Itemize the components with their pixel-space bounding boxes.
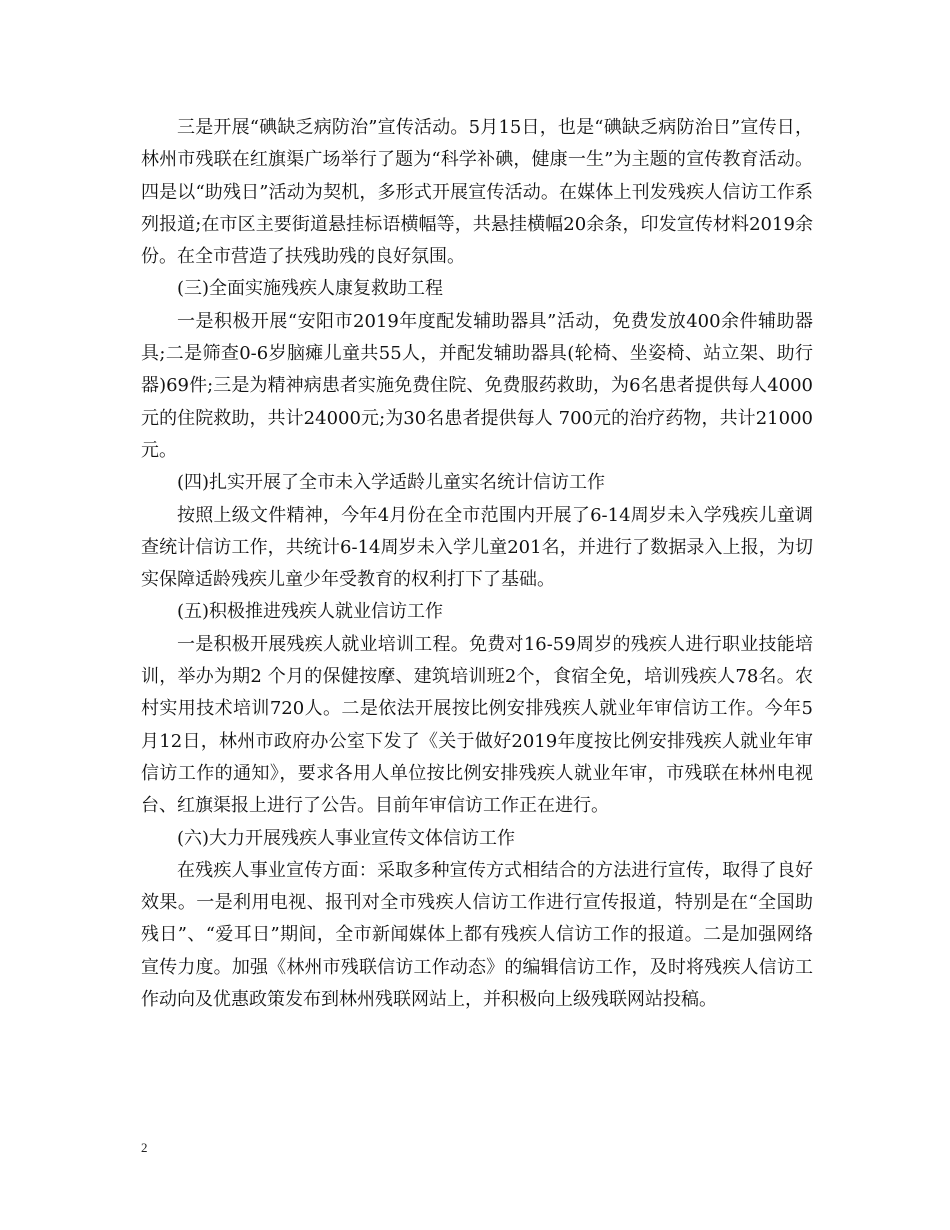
paragraph-iodine-campaign: 三是开展“碘缺乏病防治”宣传活动。5月15日，也是“碘缺乏病防治日”宣传日，林州市残联在红旗渠广场举行了题为“科学补碘，健康一生”为主题的宣传教育活动。四是以“助残日”活动为契机，多形式开展宣传活动。在媒体上刊发残疾人信访工作系列报道;在市区主要街道悬挂标语横幅等，共悬挂横幅20余条，印发宣传材料2019余份。在全市营造了扶残助残的良好氛围。 <box>141 117 813 268</box>
paragraph-children-statistics: 按照上级文件精神，今年4月份在全市范围内开展了6-14周岁未入学残疾儿童调查统计信访工作，共统计6-14周岁未入学儿童201名，并进行了数据录入上报，为切实保障适龄残疾儿童少年受教育的权利打下了基础。 <box>141 504 813 591</box>
page-number: 2 <box>141 1140 148 1155</box>
section-heading-children-statistics: (四)扎实开展了全市未入学适龄儿童实名统计信访工作 <box>177 472 606 494</box>
section-heading-rehabilitation: (三)全面实施残疾人康复救助工程 <box>177 278 444 300</box>
document-body <box>141 112 813 1016</box>
paragraph-publicity: 在残疾人事业宣传方面：采取多种宣传方式相结合的方法进行宣传，取得了良好效果。一是利用电视、报刊对全市残疾人信访工作进行宣传报道，特别是在“全国助残日”、“爱耳日”期间，全市新闻媒体上都有残疾人信访工作的报道。二是加强网络宣传力度。加强《林州市残联信访工作动态》的编辑信访工作，及时将残疾人信访工作动向及优惠政策发布到林州残联网站上，并积极向上级残联网站投稿。 <box>141 859 813 1011</box>
paragraph-rehabilitation: 一是积极开展“安阳市2019年度配发辅助器具”活动，免费发放400余件辅助器具;二是筛查0-6岁脑瘫儿童共55人，并配发辅助器具(轮椅、坐姿椅、站立架、助行器)69件;三是为精神病患者实施免费住院、免费服药救助，为6名患者提供每人4000元的住院救助，共计24000元;为30名患者提供每人 700元的治疗药物，共计21000元。 <box>141 310 813 461</box>
section-heading-publicity: (六)大力开展残疾人事业宣传文体信访工作 <box>177 827 516 849</box>
section-heading-employment: (五)积极推进残疾人就业信访工作 <box>177 601 444 623</box>
paragraph-employment: 一是积极开展残疾人就业培训工程。免费对16-59周岁的残疾人进行职业技能培训，举办为期2 个月的保健按摩、建筑培训班2个，食宿全免，培训残疾人78名。农村实用技术培训720人。二是依法开展按比例安排残疾人就业年审信访工作。今年5月12日，林州市政府办公室下发了《关于做好2019年度按比例安排残疾人就业年审信访工作的通知》，要求各用人单位按比例安排残疾人就业年审，市残联在林州电视台、红旗渠报上进行了公告。目前年审信访工作正在进行。 <box>141 633 813 817</box>
